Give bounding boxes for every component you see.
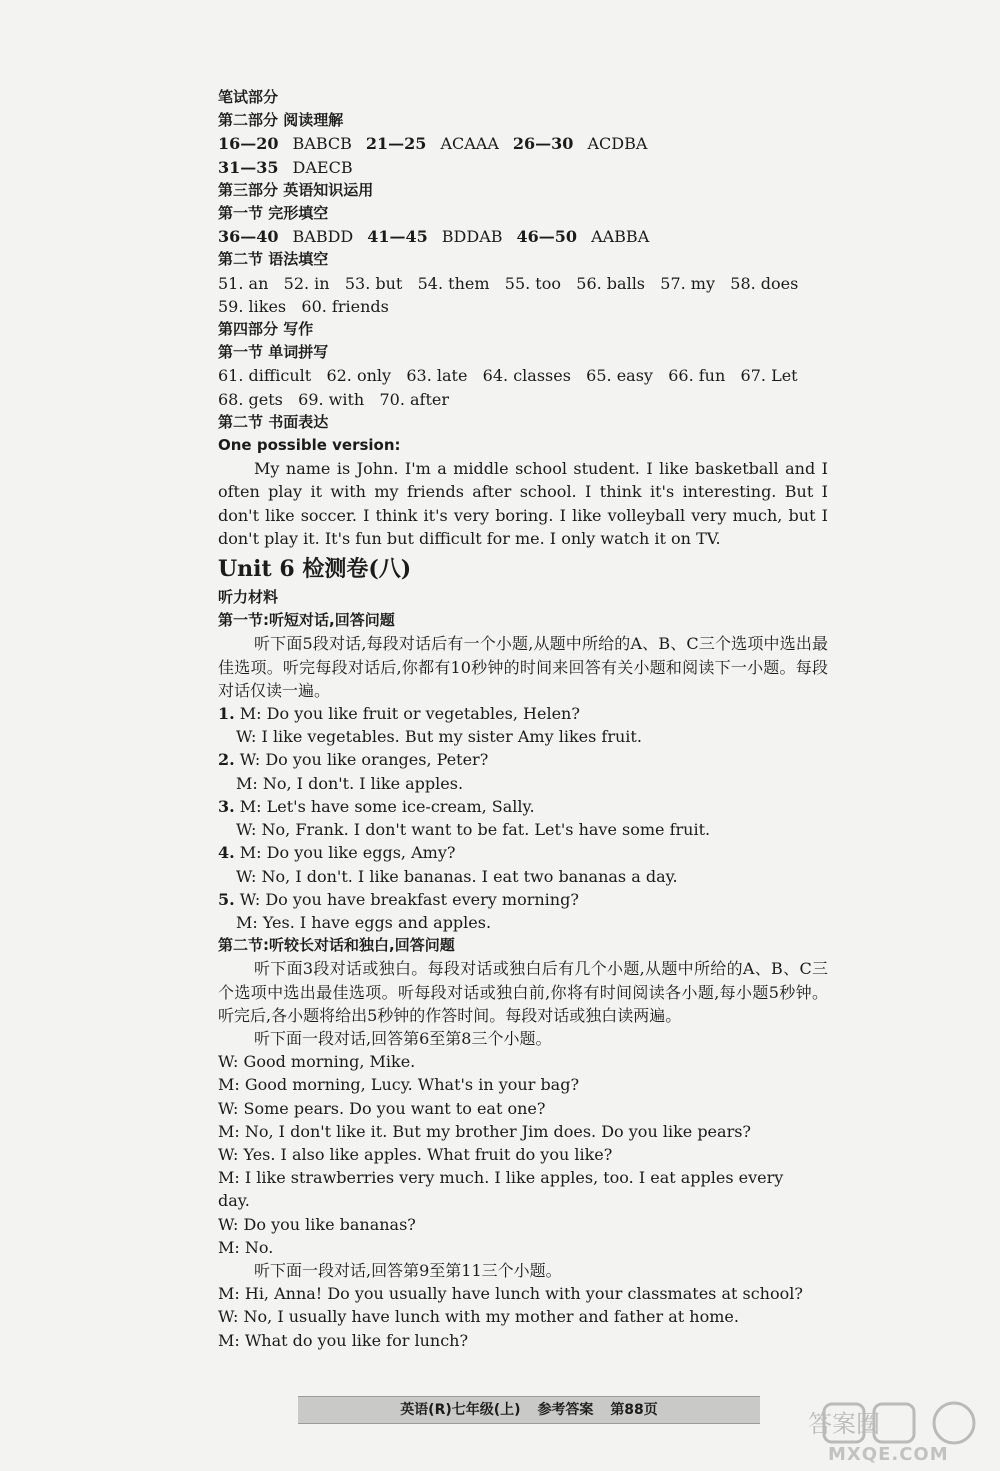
section-heading: 第四部分 写作: [218, 320, 314, 339]
conversation-line: W: Do you like bananas?: [218, 1214, 416, 1234]
answer-row: 51. an 52. in 53. but 54. them 55. too 56. balls 57. my 58. does: [218, 273, 799, 293]
footer-book: 英语(R)七年级(上): [400, 1402, 521, 1418]
dialog-item: 4. M: Do you like eggs, Amy? W: No, I don't. I like bananas. I eat two bananas a day.: [218, 843, 678, 886]
dialog-item: 3. M: Let's have some ice-cream, Sally. W: No, Frank. I don't want to be fat. Let's have some fruit.: [218, 796, 711, 840]
instruction-paragraph: 听下面5段对话,每段对话后有一个小题,从题中所给的A、B、C三个选项中选出最佳选项。听完每段对话后,你都有10秒钟的时间来回答有关小题和阅读下一小题。每段对话仅读一遍。: [218, 634, 828, 700]
section-heading: 第二节 书面表达: [218, 412, 329, 431]
section-heading: 第一节:听短对话,回答问题: [218, 611, 395, 630]
page-content: [218, 86, 828, 1352]
conversation-line: W: Yes. I also like apples. What fruit do you like?: [218, 1144, 613, 1164]
unit-title: Unit 6 检测卷(八): [218, 556, 412, 583]
conversation-line: M: Hi, Anna! Do you usually have lunch with your classmates at school?: [218, 1284, 803, 1304]
answer-row: 36—40 BABDD 41—45 BDDAB 46—50 AABBA: [218, 227, 650, 247]
version-label: One possible version:: [218, 436, 401, 455]
watermark-url: MXQE.COM: [828, 1444, 949, 1465]
answer-row: 59. likes 60. friends: [218, 296, 389, 316]
conversation: [218, 1050, 828, 1259]
watermark-icon: [808, 1400, 990, 1448]
section-heading: 听力材料: [218, 588, 279, 607]
conversation: [218, 1282, 828, 1352]
dialog-item: 5. W: Do you have breakfast every morning? M: Yes. I have eggs and apples.: [218, 889, 579, 932]
watermark-logo: [808, 1400, 990, 1465]
section-heading: 第一节 完形填空: [218, 204, 329, 223]
answer-row: 31—35 DAECB: [218, 157, 353, 177]
section-heading: 第二节 语法填空: [218, 250, 329, 269]
section-heading: 第二部分 阅读理解: [218, 111, 344, 130]
answer-row: 68. gets 69. with 70. after: [218, 389, 450, 409]
conversation-line: M: Good morning, Lucy. What's in your bag?: [218, 1075, 580, 1095]
conversation-line: W: Good morning, Mike.: [218, 1052, 416, 1072]
section-heading: 第二节:听较长对话和独白,回答问题: [218, 936, 455, 955]
section-heading: 第一节 单词拼写: [218, 343, 329, 362]
instruction-paragraph: 听下面3段对话或独白。每段对话或独白后有几个小题,从题中所给的A、B、C三个选项中选出最佳选项。听每段对话或独白前,你将有时间阅读各小题,每小题5秒钟。听完后,各小题将给出5秒钟的作答时间。每段对话或独白读两遍。: [218, 959, 828, 1025]
footer-page-number: 第88页: [610, 1402, 658, 1418]
answer-row: 61. difficult 62. only 63. late 64. classes 65. easy 66. fun 67. Let: [218, 366, 798, 386]
page-footer: [298, 1396, 760, 1424]
svg-text:答案圈: 答案圈: [808, 1410, 880, 1438]
footer-section: 参考答案: [537, 1402, 594, 1418]
section-heading: 第三部分 英语知识运用: [218, 180, 374, 199]
conversation-line: M: What do you like for lunch?: [218, 1330, 469, 1350]
dialog-item: 2. W: Do you like oranges, Peter? M: No, I don't. I like apples.: [218, 750, 489, 793]
section-heading: 笔试部分: [218, 88, 279, 106]
conversation-line: W: No, I usually have lunch with my mother and father at home.: [218, 1307, 739, 1327]
instruction-line: 听下面一段对话,回答第6至第8三个小题。: [254, 1028, 552, 1048]
dialog-item: 1. M: Do you like fruit or vegetables, Helen? W: I like vegetables. But my sister Amy likes fruit.: [218, 704, 642, 747]
essay-paragraph: My name is John. I'm a middle school student. I like basketball and I often play it with my friends after school. I think it's interesting. But I don't like soccer. I think it's very boring. I like volleyball very much, but I don't play it. It's fun but difficult for me. I only watch it on TV.: [218, 459, 828, 548]
answer-row: 16—20 BABCB 21—25 ACAAA 26—30 ACDBA: [218, 134, 648, 154]
conversation-line: M: No, I don't like it. But my brother Jim does. Do you like pears?: [218, 1121, 751, 1141]
dialog-list: [218, 702, 828, 934]
instruction-line: 听下面一段对话,回答第9至第11三个小题。: [254, 1260, 562, 1280]
conversation-line: M: No.: [218, 1237, 274, 1257]
conversation-line: M: I like strawberries very much. I like apples, too. I eat apples every: [218, 1168, 784, 1188]
conversation-line: W: Some pears. Do you want to eat one?: [218, 1098, 546, 1118]
conversation-line: day.: [218, 1191, 250, 1211]
